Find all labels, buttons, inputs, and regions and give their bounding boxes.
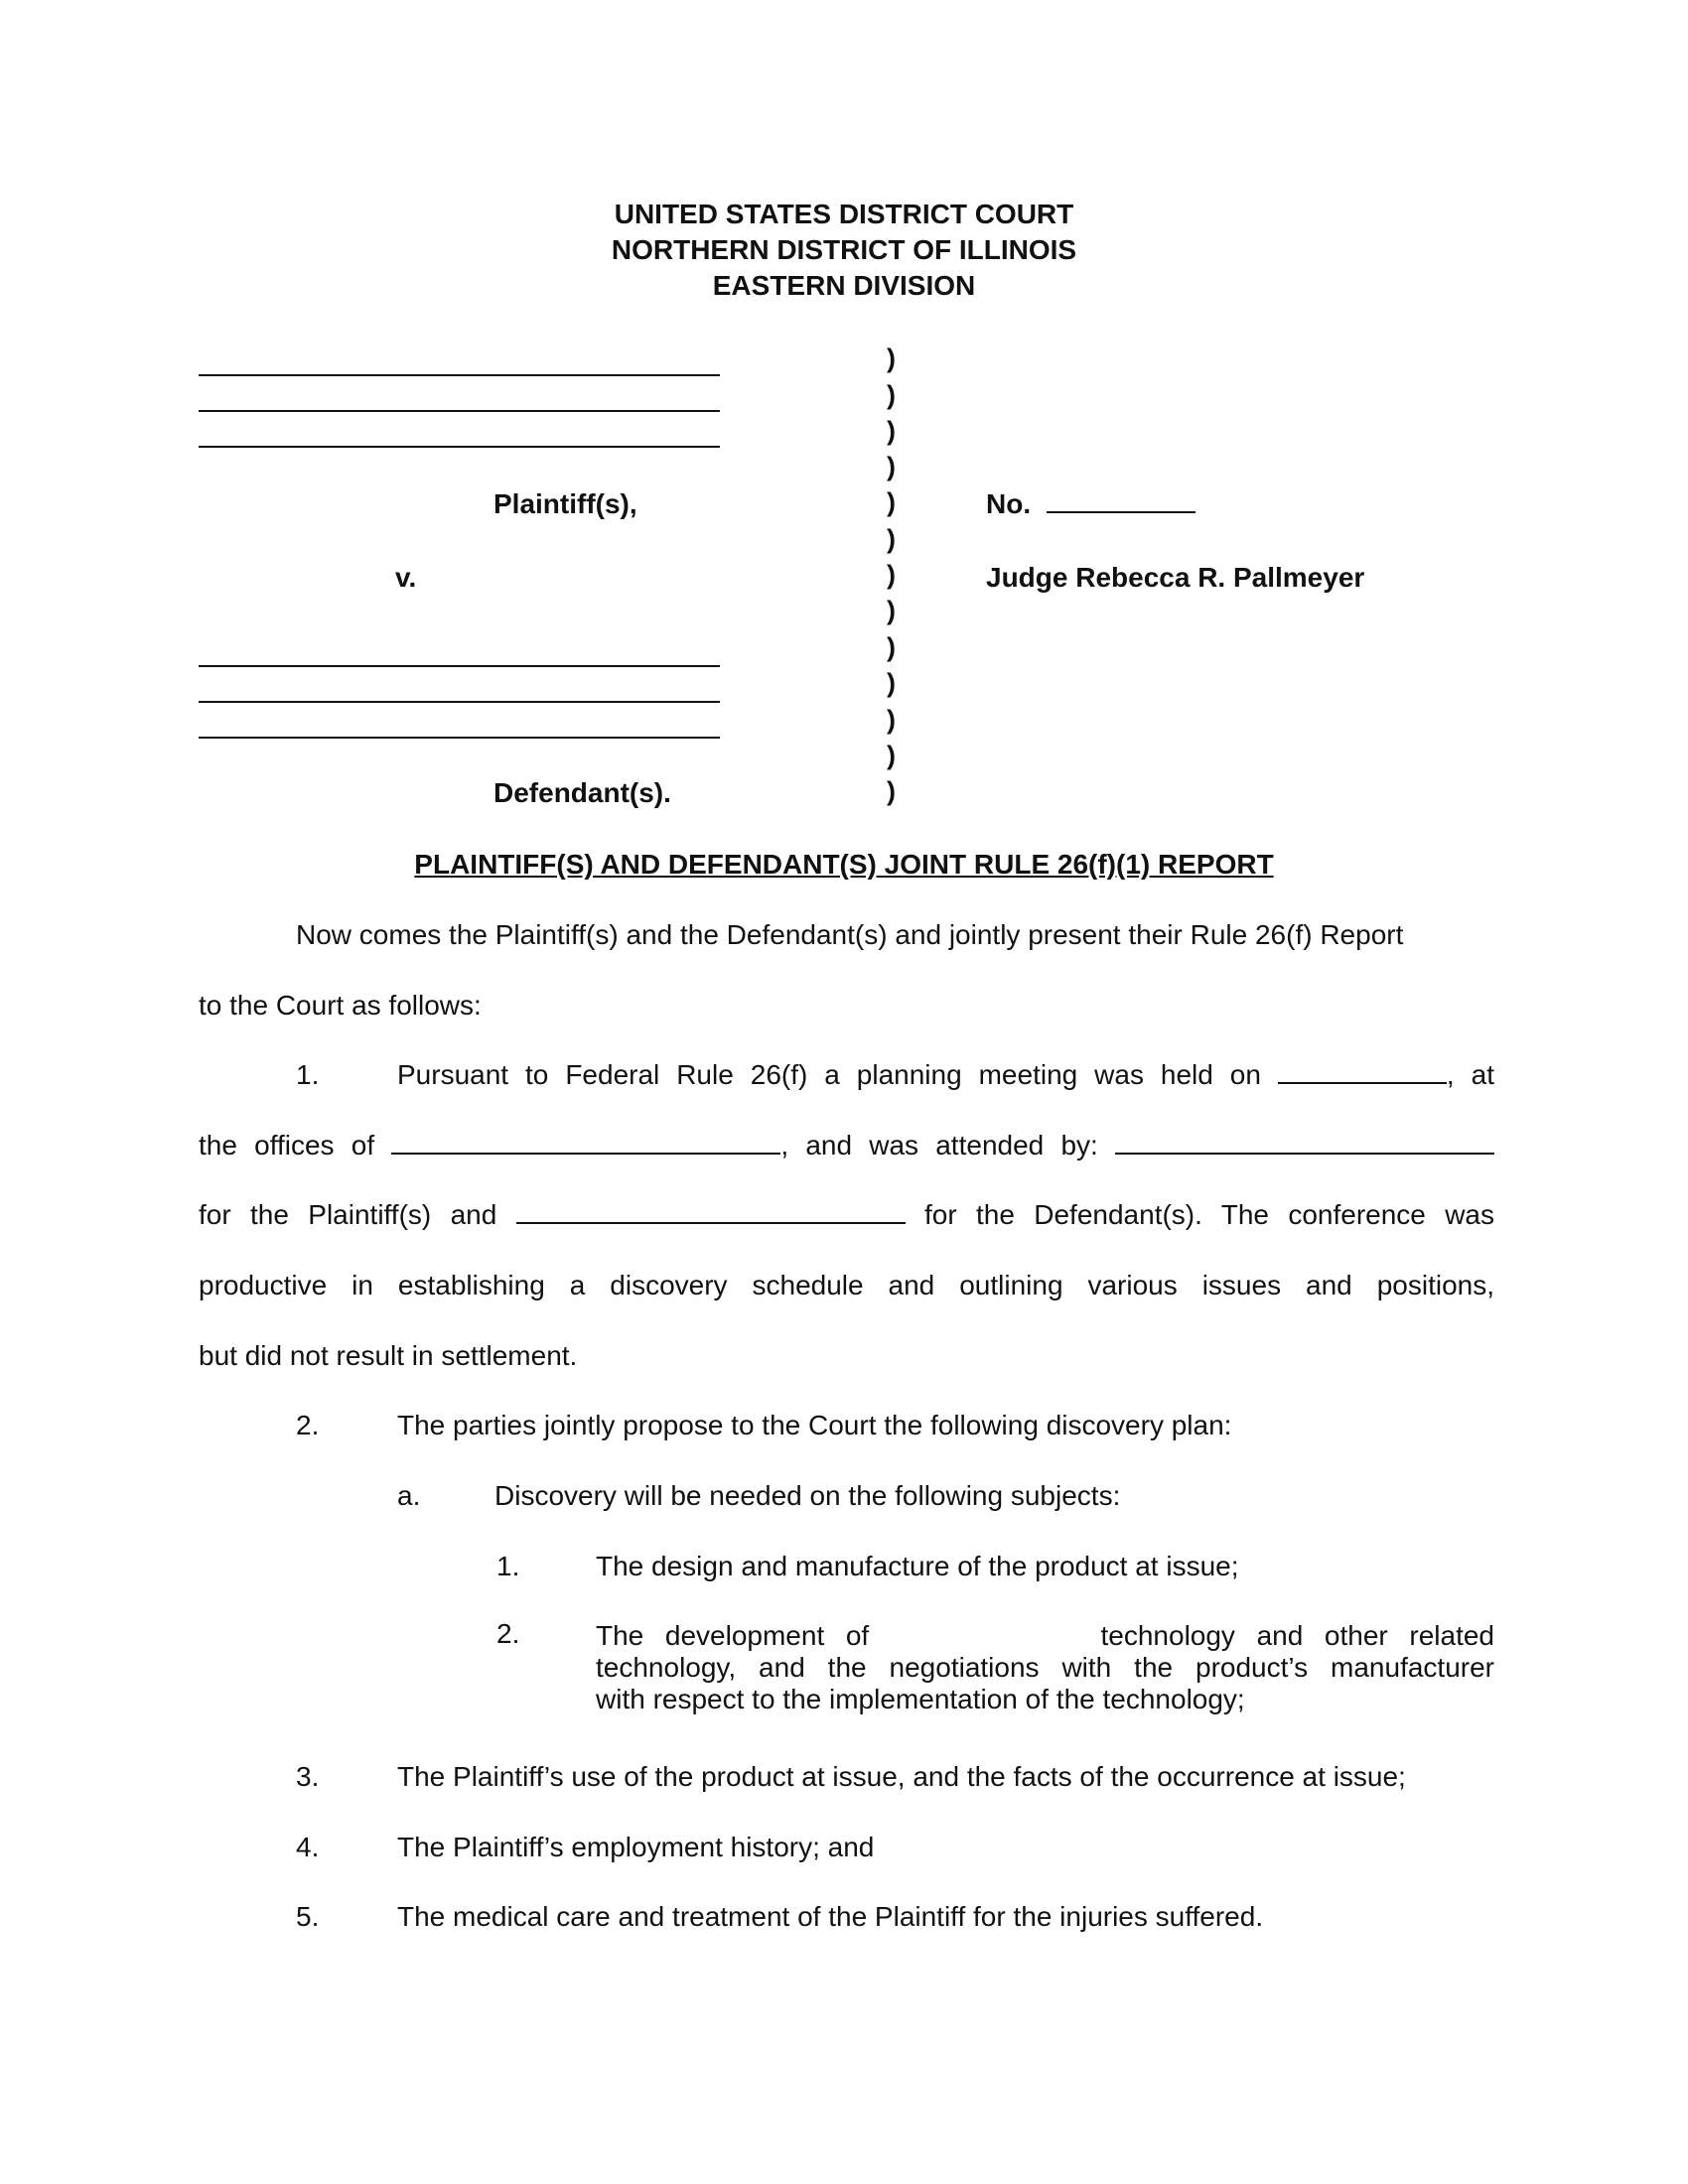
caption-paren: ) — [887, 524, 896, 554]
caption-paren: ) — [887, 596, 896, 625]
subject-1-text: The design and manufacture of the product at issue; — [596, 1551, 1239, 1581]
subject-2-text — [596, 1620, 1494, 1715]
court-name: UNITED STATES DISTRICT COURT — [614, 199, 1074, 229]
item-4-text: The Plaintiff’s employment history; and — [397, 1832, 875, 1862]
intro-line-2: to the Court as follows: — [199, 990, 482, 1021]
caption-paren: ) — [887, 416, 896, 446]
offices-blank — [391, 1131, 780, 1155]
caption-paren: ) — [887, 632, 896, 662]
case-number — [986, 488, 1196, 520]
defendant-attorney-blank — [516, 1200, 906, 1224]
item-3-number: 3. — [296, 1761, 320, 1792]
case-number-blank — [1047, 489, 1196, 513]
defendant-name-line-2 — [199, 701, 720, 703]
document-title: PLAINTIFF(S) AND DEFENDANT(S) JOINT RULE 26(f)(1) REPORT — [414, 849, 1274, 880]
para-1-text: the offices of — [199, 1130, 375, 1160]
para-2-number: 2. — [296, 1410, 320, 1440]
para-1-line-3 — [199, 1199, 1494, 1231]
caption-paren: ) — [887, 705, 896, 735]
sub-a-letter: a. — [397, 1480, 421, 1511]
para-1-text: Pursuant to Federal Rule 26(f) a planning meeting was held on — [397, 1059, 1261, 1090]
para-1-line-4: productive in establishing a discovery schedule and outlining various issues and positions, — [199, 1270, 1494, 1300]
plaintiff-name-line-3 — [199, 446, 720, 448]
caption-paren: ) — [887, 380, 896, 410]
para-1-text: , at — [1446, 1059, 1494, 1090]
case-number-label: No. — [986, 488, 1032, 519]
para-1-text: , and was attended by: — [780, 1130, 1098, 1160]
para-1-number: 1. — [296, 1059, 320, 1090]
subject-2-number: 2. — [496, 1618, 520, 1649]
plaintiff-label: Plaintiff(s), — [493, 488, 637, 519]
court-district: NORTHERN DISTRICT OF ILLINOIS — [611, 234, 1077, 265]
para-2-text: The parties jointly propose to the Court the following discovery plan: — [397, 1410, 1232, 1440]
subject-2-line-1: The development of technology and other related — [596, 1620, 1494, 1651]
item-4-number: 4. — [296, 1832, 320, 1862]
item-3-text: The Plaintiff’s use of the product at issue, and the facts of the occurrence at issue; — [397, 1761, 1406, 1792]
plaintiff-name-line-1 — [199, 374, 720, 376]
caption-paren: ) — [887, 343, 896, 373]
caption-paren: ) — [887, 668, 896, 698]
para-1-line-1 — [397, 1059, 1494, 1091]
meeting-date-blank — [1278, 1060, 1447, 1084]
caption-paren: ) — [887, 741, 896, 770]
plaintiff-attorney-blank — [1115, 1131, 1494, 1155]
defendant-name-line-3 — [199, 737, 720, 739]
caption-paren: ) — [887, 776, 896, 806]
caption-paren: ) — [887, 452, 896, 481]
para-1-line-5: but did not result in settlement. — [199, 1340, 578, 1371]
subject-1-number: 1. — [496, 1551, 520, 1581]
para-1-line-2 — [199, 1130, 1494, 1161]
judge-name: Judge Rebecca R. Pallmeyer — [986, 562, 1365, 593]
versus-label: v. — [395, 562, 417, 593]
caption-paren: ) — [887, 560, 896, 590]
defendant-name-line-1 — [199, 665, 720, 667]
intro-line-1: Now comes the Plaintiff(s) and the Defendant(s) and jointly present their Rule 26(f) Report — [296, 919, 1404, 950]
item-5-number: 5. — [296, 1901, 320, 1932]
caption-paren: ) — [887, 487, 896, 517]
para-1-text: for the Plaintiff(s) and — [199, 1199, 497, 1230]
plaintiff-name-line-2 — [199, 410, 720, 412]
subject-2-line-2: technology, and the negotiations with the product’s manufacturer — [596, 1652, 1494, 1683]
subject-2-line-3: with respect to the implementation of the technology; — [596, 1684, 1245, 1714]
sub-a-text: Discovery will be needed on the following subjects: — [494, 1480, 1121, 1511]
para-1-text: for the Defendant(s). The conference was — [923, 1199, 1494, 1230]
court-division: EASTERN DIVISION — [712, 270, 976, 301]
item-5-text: The medical care and treatment of the Plaintiff for the injuries suffered. — [397, 1901, 1264, 1932]
defendant-label: Defendant(s). — [493, 777, 671, 808]
